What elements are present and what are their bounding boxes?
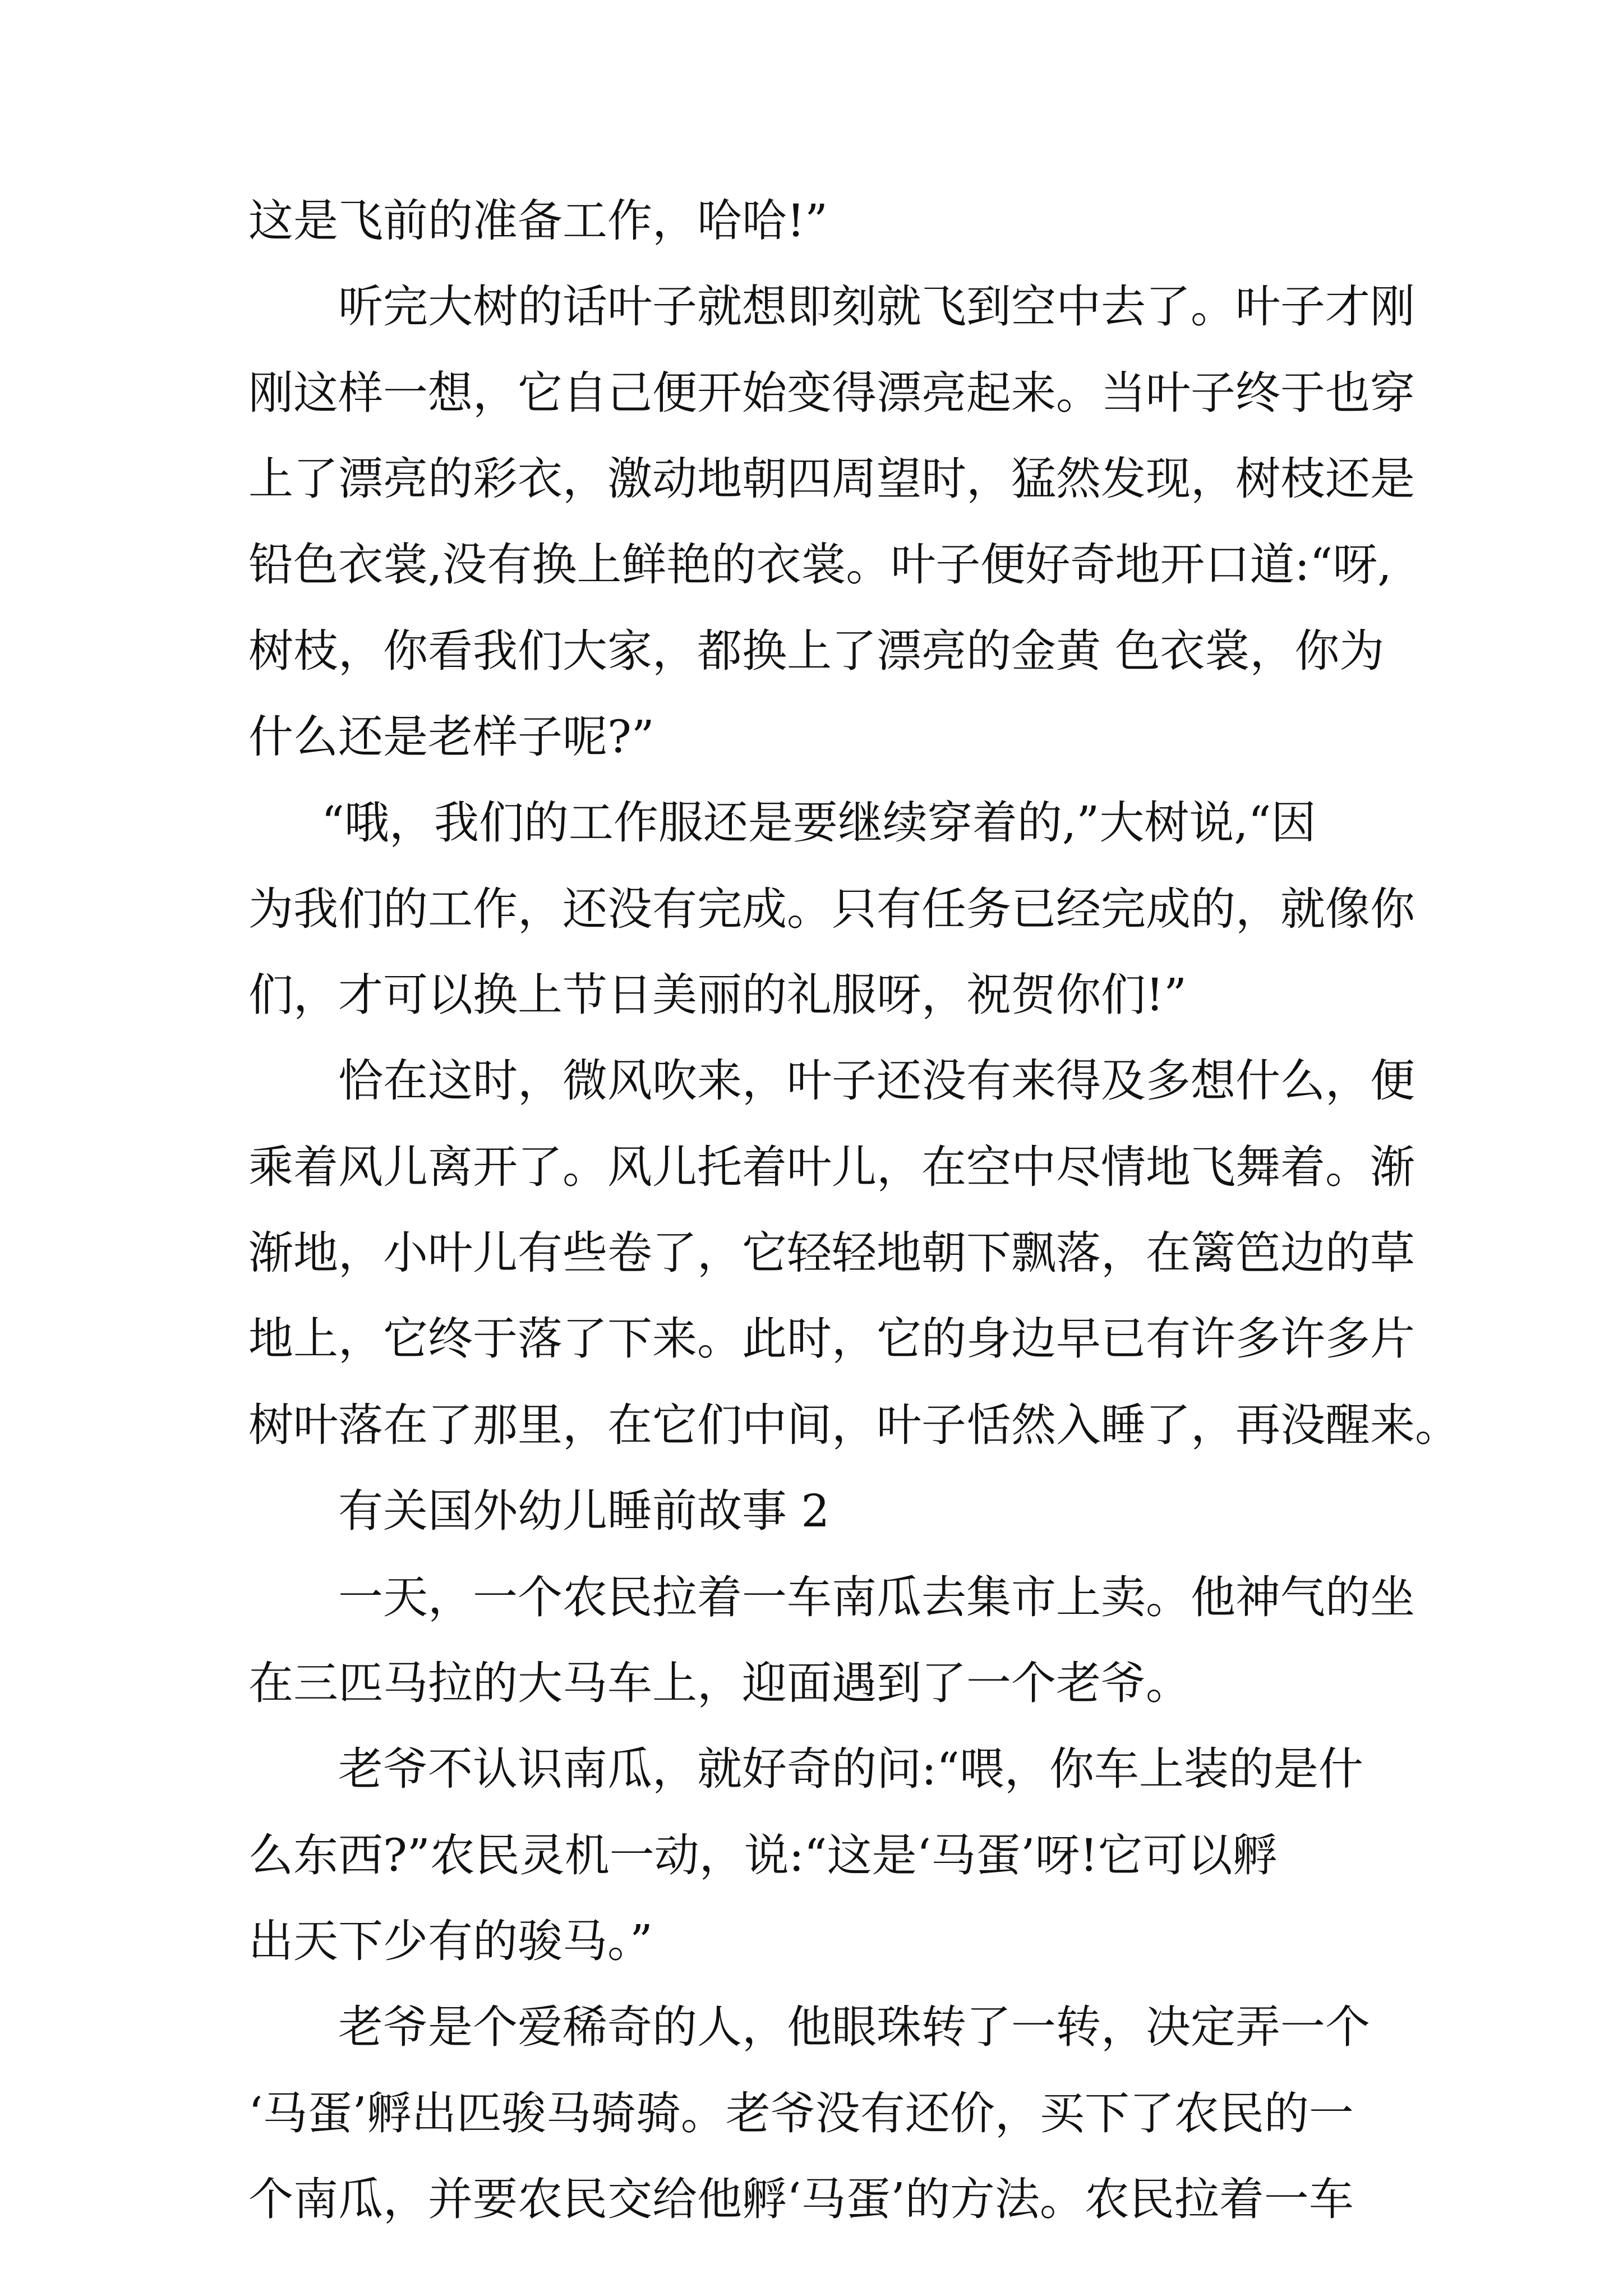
text-line: 们，才可以换上节日美丽的礼服呀，祝贺你们!” bbox=[248, 969, 1187, 1021]
text-line: 渐地，小叶儿有些卷了，它轻轻地朝下飘落，在篱笆边的草 bbox=[248, 1227, 1415, 1279]
text-line: 在三匹马拉的大马车上，迎面遇到了一个老爷。 bbox=[248, 1657, 1191, 1709]
text-line: 为我们的工作，还没有完成。只有任务已经完成的，就像你 bbox=[248, 883, 1415, 935]
text-line: 老爷不认识南瓜，就好奇的问:“喂，你车上装的是什 bbox=[338, 1743, 1363, 1795]
text-line: “哦，我们的工作服还是要继续穿着的,”大树说,“因 bbox=[321, 797, 1316, 849]
text-line: 一天，一个农民拉着一车南瓜去集市上卖。他神气的坐 bbox=[338, 1571, 1415, 1623]
text-line: 树叶落在了那里，在它们中间，叶子恬然入睡了，再没醒来。 bbox=[248, 1399, 1460, 1451]
text-line: 恰在这时，微风吹来，叶子还没有来得及多想什么，便 bbox=[338, 1055, 1415, 1107]
text-line: 出天下少有的骏马。” bbox=[248, 1915, 653, 1967]
section-heading: 有关国外幼儿睡前故事 2 bbox=[338, 1485, 830, 1537]
text-line: 这是飞前的准备工作，哈哈!” bbox=[248, 195, 828, 247]
text-line: 乘着风儿离开了。风儿托着叶儿，在空中尽情地飞舞着。渐 bbox=[248, 1141, 1415, 1193]
text-line: ‘马蛋’孵出匹骏马骑骑。老爷没有还价，买下了农民的一 bbox=[248, 2087, 1354, 2139]
text-line: 什么还是老样子呢?” bbox=[248, 711, 654, 763]
text-line: 地上，它终于落了下来。此时，它的身边早已有许多许多片 bbox=[248, 1313, 1415, 1365]
text-line: 上了漂亮的彩衣，激动地朝四周望时，猛然发现，树枝还是 bbox=[248, 453, 1415, 505]
text-line: 个南瓜，并要农民交给他孵‘马蛋’的方法。农民拉着一车 bbox=[248, 2173, 1354, 2225]
text-line: 刚这样一想，它自己便开始变得漂亮起来。当叶子终于也穿 bbox=[248, 367, 1415, 419]
text-line: 树枝，你看我们大家，都换上了漂亮的金黄 色衣裳，你为 bbox=[248, 625, 1385, 677]
text-line: 老爷是个爱稀奇的人，他眼珠转了一转，决定弄一个 bbox=[338, 2001, 1370, 2053]
text-line: 么东西?”农民灵机一动，说:“这是‘马蛋’呀!它可以孵 bbox=[248, 1829, 1278, 1881]
text-line: 铅色衣裳,没有换上鲜艳的衣裳。叶子便好奇地开口道:“呀, bbox=[248, 539, 1392, 591]
text-line: 听完大树的话叶子就想即刻就飞到空中去了。叶子才刚 bbox=[338, 280, 1415, 333]
